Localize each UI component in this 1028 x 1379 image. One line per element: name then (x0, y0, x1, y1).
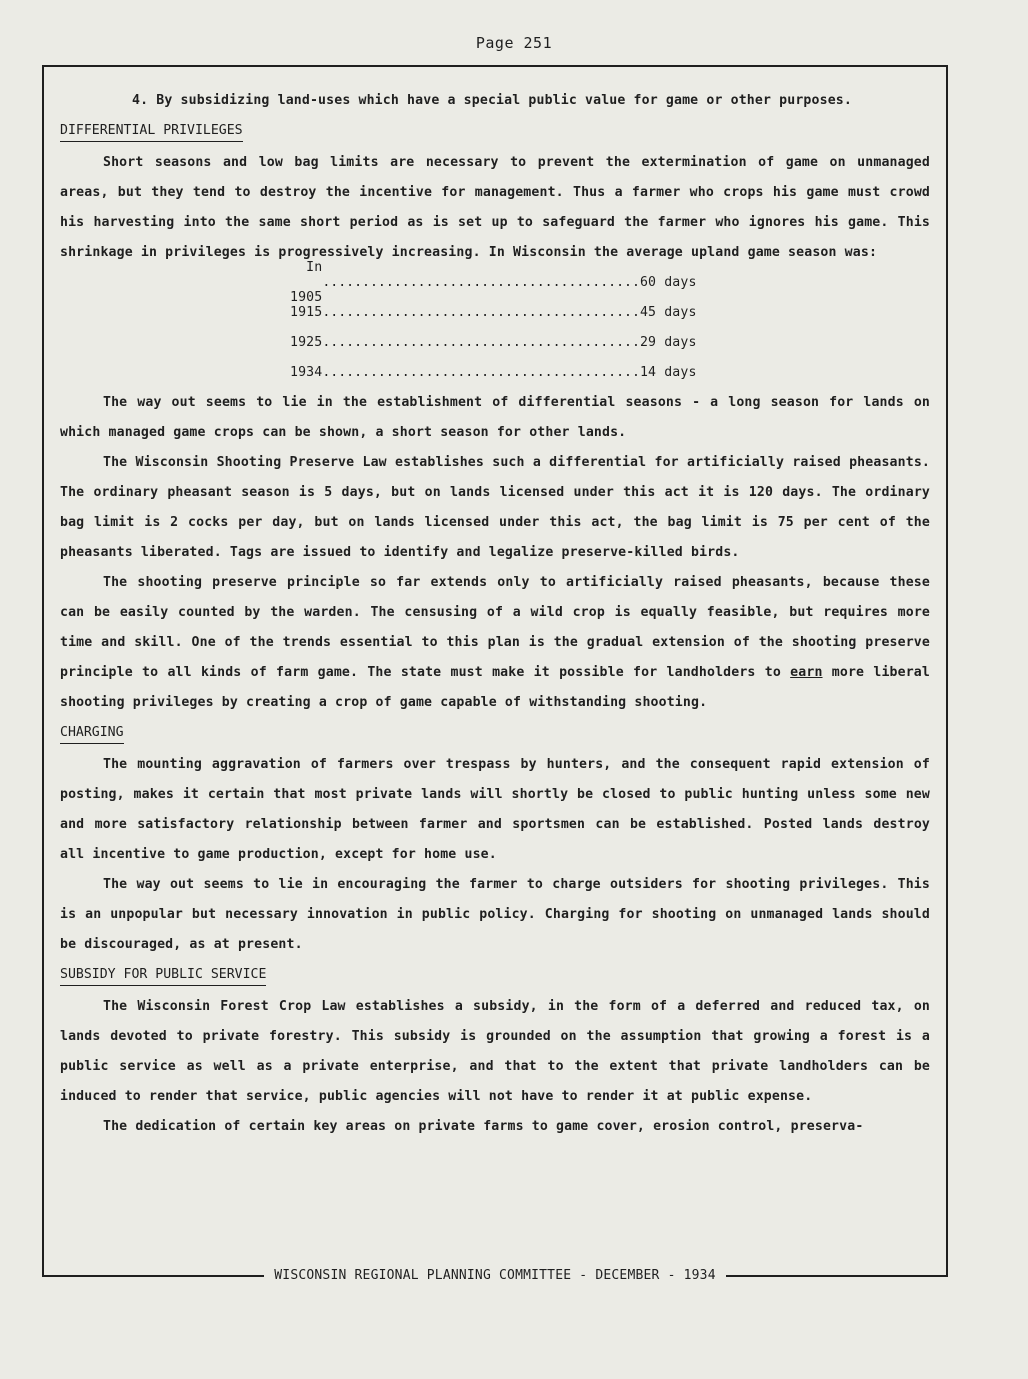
paragraph-forest-crop-law: The Wisconsin Forest Crop Law establishes a subsidy, in the form of a deferred and reduced tax, on lands devoted to private forestry. This subsidy is grounded on the assumption that growing a forest is a public service as well as a private enterprise, and that to the extent that private landholders can be induced to render that service, public agencies will not have to render it at public expense. (60, 999, 930, 1104)
season-year: 1934 (290, 365, 323, 380)
footer-rule-right (726, 1275, 948, 1277)
footer-rule-left (42, 1275, 264, 1277)
season-days: 14 days (639, 365, 697, 380)
leader-dots: ........................................ (322, 275, 640, 290)
season-year: 1925 (290, 335, 323, 350)
season-row (290, 298, 697, 328)
paragraph-trespass: The mounting aggravation of farmers over trespass by hunters, and the consequent rapid extension of posting, makes it certain that most private lands will shortly be closed to public hunting unless some new and more satisfactory relationship between farmer and sportsmen can be established. Posted lands destroy all incentive to game production, except for home use. (60, 757, 930, 862)
heading-subsidy-public-service: SUBSIDY FOR PUBLIC SERVICE (60, 965, 266, 986)
season-row (290, 328, 697, 358)
paragraph-shooting-preserve-law: The Wisconsin Shooting Preserve Law establishes such a differential for artificially raised pheasants. The ordinary pheasant season is 5 days, but on lands licensed under this act it is 120 days. The ordinary bag limit is 2 cocks per day, but on lands licensed under this act, the bag limit is 75 per cent of the pheasants liberated. Tags are issued to identify and legalize preserve-killed birds. (60, 455, 930, 560)
intro-item: 4. By subsidizing land-uses which have a special public value for game or other purposes. (132, 93, 852, 108)
heading-charging: CHARGING (60, 723, 124, 744)
season-row (290, 260, 697, 305)
season-days: 45 days (639, 305, 697, 320)
footer-text: WISCONSIN REGIONAL PLANNING COMMITTEE - DECEMBER - 1934 (274, 1268, 716, 1283)
season-days: 29 days (639, 335, 697, 350)
page-number: Page 251 (475, 34, 553, 52)
paragraph-short-seasons: Short seasons and low bag limits are necessary to prevent the extermination of game on unmanaged areas, but they tend to destroy the incentive for management. Thus a farmer who crops his game must crowd his harvesting into the same short period as is set up to safeguard the farmer who ignores his game. This shrinkage in privileges is progressively increasing. In Wisconsin the average upland game season was: (60, 155, 930, 260)
heading-differential-privileges: DIFFERENTIAL PRIVILEGES (60, 121, 243, 142)
paragraph-charge-outsiders: The way out seems to lie in encouraging the farmer to charge outsiders for shooting privileges. This is an unpopular but necessary innovation in public policy. Charging for shooting on unmanaged lands should be discouraged, as at present. (60, 877, 930, 952)
paragraph-key-areas: The dedication of certain key areas on private farms to game cover, erosion control, preserva- (103, 1119, 864, 1134)
season-year: 1915 (290, 305, 323, 320)
leader-dots: ........................................ (322, 305, 640, 320)
leader-dots: ........................................ (322, 335, 640, 350)
season-row (290, 358, 697, 388)
paragraph-differential-seasons: The way out seems to lie in the establishment of differential seasons - a long season for lands on which managed game crops can be shown, a short season for other lands. (60, 395, 930, 440)
season-year: In 1905 (290, 260, 323, 305)
season-length-table (290, 260, 697, 388)
underlined-word: earn (790, 665, 823, 680)
season-days: 60 days (639, 275, 697, 290)
paragraph-shooting-preserve-principle (60, 568, 930, 718)
text-run: more liberal shooting privileges by creating a crop of game capable of withstanding shooting. (60, 665, 930, 710)
document-body (60, 86, 930, 1142)
text-run: The shooting preserve principle so far extends only to artificially raised pheasants, because these can be easily counted by the warden. The censusing of a wild crop is equally feasible, but requires more time and skill. One of the trends essential to this plan is the gradual extension of the shooting preserve principle to all kinds of farm game. The state must make it possible for landholders to (60, 575, 930, 680)
page-footer (42, 1268, 948, 1283)
leader-dots: ........................................ (322, 365, 640, 380)
